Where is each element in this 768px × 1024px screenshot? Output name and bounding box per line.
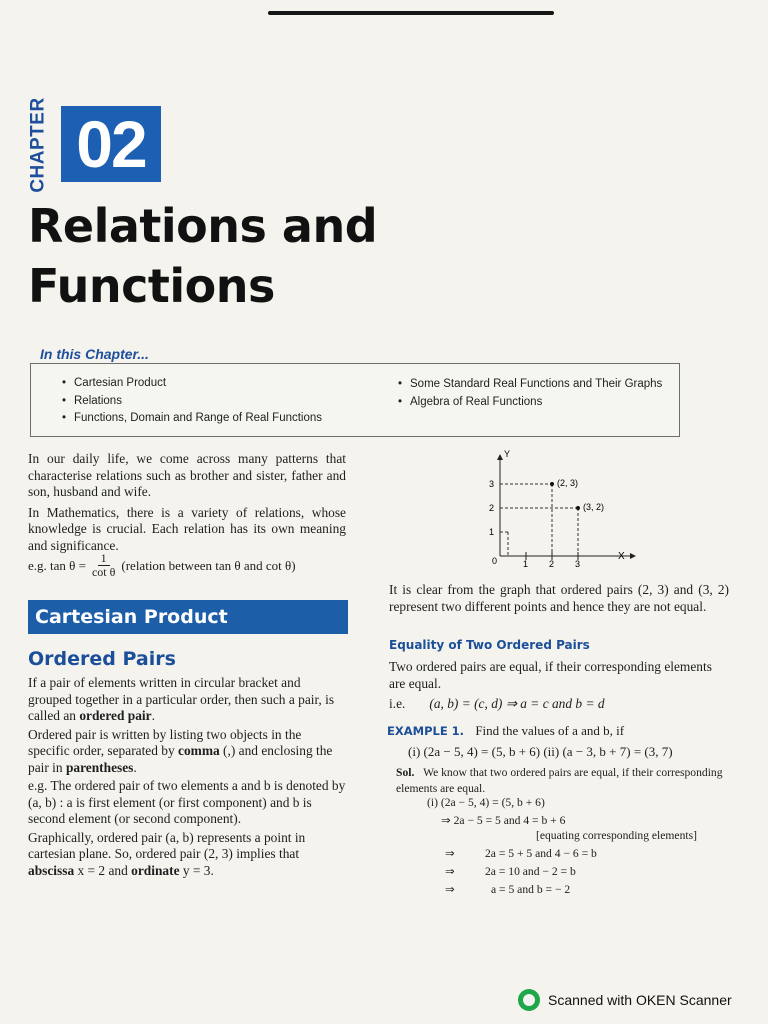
topic-item: • Some Standard Real Functions and Their Graphs xyxy=(396,376,662,394)
graph-explanation: It is clear from the graph that ordered pairs (2, 3) and (3, 2) represent two different points and hence they are not equal. xyxy=(389,582,729,614)
x-tick-label: 2 xyxy=(549,559,555,569)
fraction-denominator: cot θ xyxy=(91,565,116,579)
ordered-paragraph-2: Ordered pair is written by listing two objects in the specific order, separated by comma (,) and enclosing the pair in parentheses. xyxy=(28,726,333,775)
example-tan-cot xyxy=(28,552,296,579)
chapter-topics-left xyxy=(60,375,322,428)
x-axis-arrow xyxy=(630,553,636,559)
point-label: (3, 2) xyxy=(583,502,605,512)
y-tick-label: 1 xyxy=(489,527,495,537)
ordered-pairs-text xyxy=(28,675,346,881)
title-line-2: Functions xyxy=(28,259,275,313)
solution-label: Sol. xyxy=(396,766,415,779)
chapter-topics-right xyxy=(396,376,662,411)
point-label: (2, 3) xyxy=(557,478,579,488)
solution-lines xyxy=(427,794,727,830)
title-line-1: Relations and xyxy=(28,199,378,253)
chapter-number-badge: 02 xyxy=(61,106,161,182)
y-tick-label: 3 xyxy=(489,479,495,489)
solution-step: ⇒ a = 5 and b = − 2 xyxy=(445,883,571,896)
ordered-pair-graph xyxy=(480,448,640,570)
chapter-label xyxy=(24,97,54,193)
topic-item: • Functions, Domain and Range of Real Functions xyxy=(60,410,322,428)
chapter-word: CHAPTER xyxy=(28,97,49,193)
in-this-chapter-heading: In this Chapter... xyxy=(40,346,155,362)
ordered-paragraph-3: e.g. The ordered pair of two elements a and b is denoted by (a, b) : a is first element (or first component) and b is second element (or second component). xyxy=(28,778,346,826)
solution-intro xyxy=(396,765,736,797)
ordered-paragraph-1: If a pair of elements written in circular bracket and grouped together in a particular order, then such a pair, is called an ordered pair. xyxy=(28,675,335,723)
eg-prefix: e.g. tan θ = xyxy=(28,557,86,573)
scanner-watermark xyxy=(518,989,732,1011)
solution-text: We know that two ordered pairs are equal, if their corresponding elements are equal. xyxy=(396,766,723,795)
scanner-text: Scanned with OKEN Scanner xyxy=(548,992,732,1008)
equating-note: [equating corresponding elements] xyxy=(536,829,697,842)
scanner-logo-icon xyxy=(518,989,540,1011)
topic-item: • Algebra of Real Functions xyxy=(396,394,662,412)
solution-steps xyxy=(445,845,597,899)
solution-step: ⇒ 2a = 10 and − 2 = b xyxy=(445,865,576,878)
fraction-numerator: 1 xyxy=(98,552,110,566)
point-2-3 xyxy=(550,482,554,486)
top-edge-bar xyxy=(268,11,554,15)
point-3-2 xyxy=(576,506,580,510)
topic-item: • Relations xyxy=(60,393,322,411)
ordered-paragraph-4: Graphically, ordered pair (a, b) represents a point in cartesian plane. So, ordered pair (2, 3) implies that abscissa x = 2 and ordinate y = 3. xyxy=(28,829,306,878)
x-tick-label: 3 xyxy=(575,559,581,569)
chapter-title xyxy=(28,196,428,316)
topic-item: • Cartesian Product xyxy=(60,375,322,393)
example-question: Find the values of a and b, if xyxy=(475,723,625,738)
fraction xyxy=(92,552,115,579)
subheading-ordered-pairs: Ordered Pairs xyxy=(28,648,176,670)
example-parts: (i) (2a − 5, 4) = (5, b + 6) (ii) (a − 3, b + 7) = (3, 7) xyxy=(408,744,673,759)
y-axis-arrow xyxy=(497,454,503,460)
subheading-equality: Equality of Two Ordered Pairs xyxy=(389,638,590,652)
example-1 xyxy=(387,723,624,739)
y-tick-label: 2 xyxy=(489,503,495,513)
x-axis-label: X xyxy=(618,551,625,562)
y-axis-label: Y xyxy=(504,449,511,459)
intro-paragraph-2: In Mathematics, there is a variety of relations, whose knowledge is crucial. Each relation has its own meaning and significance. xyxy=(28,504,346,553)
equality-condition: i.e. (a, b) = (c, d) ⇒ a = c and b = d xyxy=(389,696,605,711)
x-tick-label: 1 xyxy=(523,559,529,569)
intro-paragraph-1: In our daily life, we come across many patterns that characterise relations such as brother and sister, father and son, husband and wife. xyxy=(28,451,346,499)
solution-line: (i) (2a − 5, 4) = (5, b + 6) xyxy=(427,796,545,809)
intro-text xyxy=(28,451,346,558)
solution-line: ⇒ 2a − 5 = 5 and 4 = b + 6 xyxy=(441,813,566,827)
example-label: EXAMPLE 1. xyxy=(387,724,465,738)
origin-label: 0 xyxy=(492,556,498,566)
solution-step: ⇒ 2a = 5 + 5 and 4 − 6 = b xyxy=(445,847,597,860)
section-heading-cartesian-product: Cartesian Product xyxy=(28,600,348,634)
eg-suffix: (relation between tan θ and cot θ) xyxy=(121,557,296,573)
equality-text: Two ordered pairs are equal, if their corresponding elements are equal. xyxy=(389,659,712,691)
